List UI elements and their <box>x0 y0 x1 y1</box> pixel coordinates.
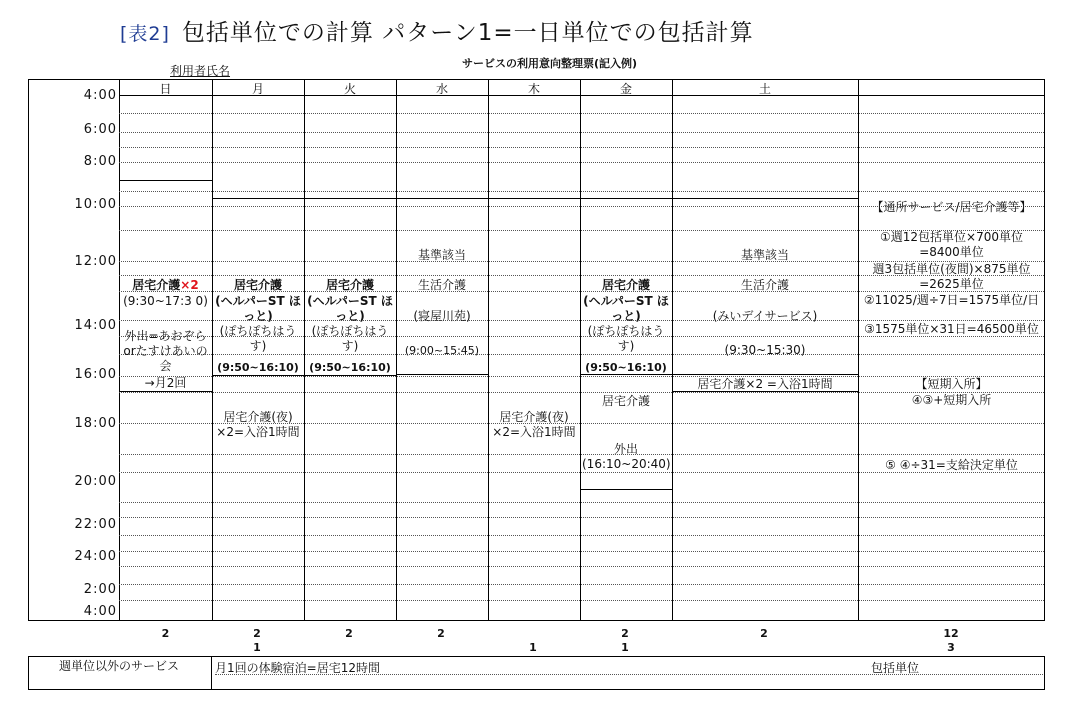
notes-line3: ②11025/週÷7日=1575単位/日 <box>863 293 1040 307</box>
wed-service: 生活介護 <box>417 278 466 292</box>
time-label: 18:00 <box>74 416 117 431</box>
day-header-sun: 日 <box>159 82 172 96</box>
wed-service-time: (9:00~15:45) <box>404 344 480 357</box>
mon-service-time: (9:50~16:10) <box>217 361 299 374</box>
sat-place: (みいデイサービス) <box>712 309 818 323</box>
time-label: 16:00 <box>74 367 117 382</box>
count2-thu: 1 <box>529 641 537 654</box>
page-subtitle: サービスの利用意向整理票(記入例) <box>462 57 638 70</box>
time-label: 22:00 <box>74 517 117 532</box>
fri-service-time: (9:50~16:10) <box>585 361 667 374</box>
fri-evening-service: 居宅介護 <box>601 394 650 408</box>
day-header-tue: 火 <box>343 82 356 96</box>
col-divider <box>488 80 489 620</box>
time-label: 4:00 <box>83 88 117 103</box>
sun-service-time: (9:30~17:3 0) <box>123 294 208 308</box>
notes-line4: ③1575単位×31日=46500単位 <box>864 322 1039 336</box>
notes-short-heading: 【短期入所】 <box>915 377 988 391</box>
tue-provider2: (ぽちぽちはうす) <box>311 324 389 353</box>
fri-outing-time: (16:10~20:40) <box>582 457 671 471</box>
time-label: 20:00 <box>74 474 117 489</box>
count2-total: 3 <box>947 641 955 654</box>
notes-line2: 週3包括単位(夜間)×875単位=2625単位 <box>872 262 1031 291</box>
table-tag: [表2] <box>120 23 170 45</box>
fri-service-title: 居宅介護 <box>601 278 650 292</box>
col-divider <box>858 80 859 620</box>
sun-service-title: 居宅介護×2 <box>132 278 199 292</box>
sun-outing: 外出=あおぞらorたすけあいの会 <box>123 329 208 373</box>
time-label: 10:00 <box>74 197 117 212</box>
day-header-mon: 月 <box>251 82 264 96</box>
notes-final: ⑤ ④÷31=支給決定単位 <box>885 458 1018 472</box>
fri-provider2: (ぽちぽちはうす) <box>587 324 665 353</box>
count-mon: 2 <box>253 627 261 640</box>
sat-service-time: (9:30~15:30) <box>724 343 806 357</box>
thu-night-service: 居宅介護(夜) ×2=入浴1時間 <box>492 410 576 439</box>
time-label: 24:00 <box>74 549 117 564</box>
sat-service: 生活介護 <box>740 278 789 292</box>
fri-outing: 外出 <box>613 442 638 456</box>
time-label: 8:00 <box>83 154 117 169</box>
schedule-grid <box>28 79 1045 621</box>
time-label: 2:00 <box>83 582 117 597</box>
mon-provider2: (ぽちぽちはうす) <box>219 324 297 353</box>
title-text: 包括単位での計算 パターン1=一日単位での包括計算 <box>181 20 754 46</box>
non-weekly-content: 月1回の体験宿泊=居宅12時間 <box>215 661 380 675</box>
non-weekly-label: 週単位以外のサービス <box>59 659 180 673</box>
day-header-wed: 水 <box>435 82 448 96</box>
sun-frequency: →月2回 <box>144 376 187 390</box>
notes-short-line: ④③+短期入所 <box>911 393 992 407</box>
user-name-label: 利用者氏名 <box>170 64 231 78</box>
package-unit-label: 包括単位 <box>871 661 920 675</box>
time-label: 14:00 <box>74 318 117 333</box>
day-header-fri: 金 <box>619 82 632 96</box>
sat-standard: 基準該当 <box>740 248 789 262</box>
notes-heading: 【通所サービス/居宅介護等】 <box>871 200 1032 214</box>
count-sun: 2 <box>161 627 170 640</box>
count-total: 12 <box>943 627 959 640</box>
day-header-sat: 土 <box>758 82 771 96</box>
tue-provider: (ヘルパーST ほっと) <box>307 294 393 323</box>
day-header-thu: 木 <box>527 82 540 96</box>
wed-standard: 基準該当 <box>417 248 466 262</box>
count2-fri: 1 <box>621 641 629 654</box>
mon-provider: (ヘルパーST ほっと) <box>215 294 301 323</box>
count-fri: 2 <box>621 627 629 640</box>
time-label: 6:00 <box>83 122 117 137</box>
time-label: 12:00 <box>74 254 117 269</box>
mon-service-title: 居宅介護 <box>233 278 282 292</box>
wed-place: (寝屋川苑) <box>413 309 471 323</box>
notes-line1: ①週12包括単位×700単位=8400単位 <box>880 230 1023 259</box>
tue-service-time: (9:50~16:10) <box>309 361 391 374</box>
mon-night-service: 居宅介護(夜) ×2=入浴1時間 <box>216 410 300 439</box>
sat-bath-service: 居宅介護×2 =入浴1時間 <box>697 377 833 391</box>
non-weekly-services-box <box>28 656 1045 690</box>
time-label: 4:00 <box>83 604 117 619</box>
count-wed: 2 <box>437 627 445 640</box>
count2-mon: 1 <box>253 641 261 654</box>
fri-provider: (ヘルパーST ほっと) <box>583 294 669 323</box>
count-tue: 2 <box>345 627 353 640</box>
tue-service-title: 居宅介護 <box>325 278 374 292</box>
page-title <box>120 14 754 47</box>
count-sat: 2 <box>760 627 768 640</box>
